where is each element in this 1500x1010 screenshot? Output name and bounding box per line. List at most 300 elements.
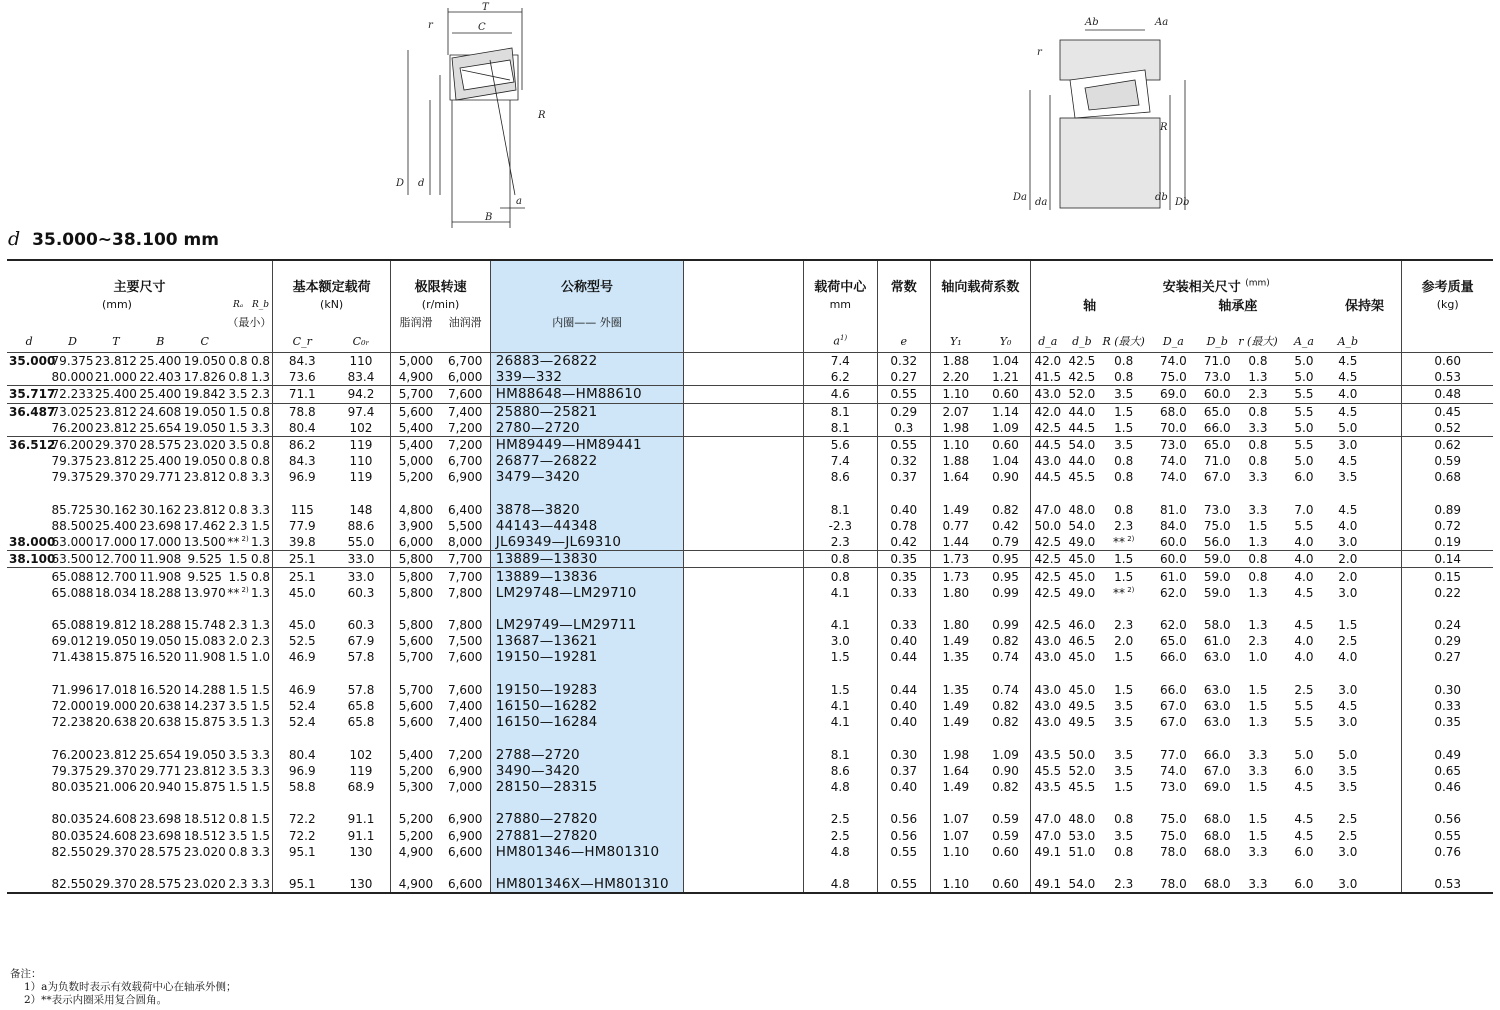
cell-a: 3.0 bbox=[803, 633, 877, 649]
cell-aa: 4.5 bbox=[1294, 585, 1314, 600]
diagram-right-label-da-housing: Da bbox=[1013, 192, 1027, 203]
table-row bbox=[7, 436, 1493, 453]
table-row bbox=[7, 682, 1493, 698]
cell-da: 41.5 bbox=[1031, 369, 1065, 386]
cell-aa: 4.5 bbox=[1294, 812, 1314, 827]
cell-r: 2.0 bbox=[1114, 634, 1134, 649]
cell-b: 29.771 bbox=[139, 470, 182, 485]
cell-r: 2.3 bbox=[1114, 618, 1134, 633]
cell-db: 71.0 bbox=[1199, 353, 1236, 370]
cell-ab: 2.0 bbox=[1328, 551, 1368, 568]
cell-e: 0.40 bbox=[877, 633, 930, 649]
cell-d bbox=[7, 585, 51, 601]
cell-db: 73.0 bbox=[1203, 370, 1231, 385]
table-row bbox=[7, 876, 1493, 893]
cell-rb: 1.5 bbox=[250, 779, 271, 794]
cell-c0r: 57.8 bbox=[347, 650, 375, 665]
cell-ab: 4.5 bbox=[1338, 699, 1358, 714]
cell-code: HM88648—HM88610 bbox=[490, 386, 684, 403]
cell-kg: 0.76 bbox=[1402, 844, 1493, 860]
cell-r: 1.0 bbox=[1248, 650, 1268, 665]
cell-da: 43.0 bbox=[1031, 386, 1065, 403]
cell-da: 42.5 bbox=[1031, 551, 1065, 568]
cell-a: 0.8 bbox=[803, 551, 877, 568]
cell-cr: 45.0 bbox=[272, 617, 331, 633]
cell-y1: 1.98 bbox=[930, 420, 981, 437]
cell-db: 45.0 bbox=[1064, 551, 1099, 568]
cell-c0r: 65.8 bbox=[347, 715, 375, 730]
cell-o: 6,600 bbox=[447, 844, 483, 859]
cell-g: 3,900 bbox=[391, 518, 441, 534]
cell-ra: 1.5 bbox=[228, 420, 248, 435]
cell-g: 5,400 bbox=[391, 747, 441, 763]
cell-rb: 0.8 bbox=[249, 568, 272, 585]
cell-d: 72.238 bbox=[51, 715, 94, 730]
cell-d: 63.500 bbox=[51, 552, 94, 567]
cell-r: 3.3 bbox=[1248, 502, 1268, 517]
cell-ra: 3.5 bbox=[228, 699, 248, 714]
cell-rb: 1.0 bbox=[250, 650, 271, 665]
cell-ab: 4.0 bbox=[1328, 386, 1368, 403]
cell-y1: 1.88 bbox=[930, 453, 981, 469]
cell-db: 63.0 bbox=[1203, 699, 1231, 714]
cell-r: 3.5 bbox=[1114, 828, 1134, 843]
cell-g: 5,700 bbox=[391, 682, 441, 698]
cell-b: 24.608 bbox=[139, 404, 182, 419]
cell-a: 4.1 bbox=[803, 714, 877, 730]
cell-ra: 0.8 bbox=[228, 812, 248, 827]
cell-t: 24.608 bbox=[94, 812, 137, 827]
cell-o: 6,900 bbox=[447, 763, 483, 778]
cell-ab: 3.0 bbox=[1338, 877, 1358, 892]
cell-o: 7,000 bbox=[447, 779, 483, 794]
table-row bbox=[7, 469, 1493, 485]
cell-b: 25.400 bbox=[139, 454, 182, 469]
cell-kg: 0.49 bbox=[1402, 747, 1493, 763]
cell-kg: 0.68 bbox=[1402, 469, 1493, 485]
cell-db: 58.0 bbox=[1203, 618, 1231, 633]
cell-db: 68.0 bbox=[1203, 828, 1231, 843]
cell-ra: 3.5 bbox=[228, 747, 248, 762]
cell-t: 29.370 bbox=[94, 877, 137, 892]
cell-t: 24.608 bbox=[94, 828, 137, 843]
cell-d: 79.375 bbox=[51, 763, 94, 778]
cell-cr: 80.4 bbox=[272, 420, 331, 437]
cell-e: 0.44 bbox=[877, 682, 930, 698]
cell-kg: 0.48 bbox=[1402, 386, 1493, 403]
table-row bbox=[7, 698, 1493, 714]
cell-d: 65.088 bbox=[51, 569, 94, 584]
cell-cr: 96.9 bbox=[272, 469, 331, 485]
cell-ab: 3.0 bbox=[1338, 682, 1358, 697]
header-speed: 极限转速 bbox=[391, 260, 490, 295]
cell-a: 6.2 bbox=[803, 369, 877, 386]
cell-code: 13687—13621 bbox=[490, 633, 684, 649]
cell-cr: 39.8 bbox=[272, 534, 331, 551]
header-mount-unit: (mm) bbox=[1245, 278, 1270, 289]
cell-b: 20.940 bbox=[139, 779, 182, 794]
cell-c: 14.237 bbox=[183, 699, 226, 714]
cell-kg: 0.65 bbox=[1402, 763, 1493, 779]
col-aa: A_a bbox=[1280, 330, 1328, 353]
cell-aa: 5.0 bbox=[1294, 454, 1314, 469]
cell-aa: 6.0 bbox=[1294, 470, 1314, 485]
cell-db: 46.0 bbox=[1068, 618, 1096, 633]
cell-d: 82.550 bbox=[51, 877, 94, 892]
cell-da: 66.0 bbox=[1160, 650, 1187, 665]
cell-ra: 3.5 bbox=[228, 387, 248, 402]
cell-d bbox=[7, 502, 51, 518]
cell-g: 4,800 bbox=[391, 502, 441, 518]
cell-cr: 25.1 bbox=[272, 568, 331, 585]
cell-db: 69.0 bbox=[1203, 779, 1231, 794]
cell-ab: 2.0 bbox=[1328, 568, 1368, 585]
cell-t: 23.812 bbox=[94, 454, 137, 469]
cell-db: 53.0 bbox=[1068, 828, 1096, 843]
cell-db: 67.0 bbox=[1203, 763, 1231, 778]
cell-aa: 5.0 bbox=[1294, 420, 1314, 435]
cell-cr: 95.1 bbox=[272, 876, 331, 893]
cell-r: 0.8 bbox=[1236, 353, 1280, 370]
cell-cr: 46.9 bbox=[272, 682, 331, 698]
cell-a: 2.5 bbox=[803, 811, 877, 827]
header-center-mm: mm bbox=[803, 295, 877, 314]
header-housing: 轴承座 bbox=[1218, 299, 1258, 314]
cell-e: 0.32 bbox=[877, 453, 930, 469]
cell-da: 43.0 bbox=[1031, 633, 1065, 649]
cell-y0: 0.82 bbox=[992, 715, 1019, 730]
cell-t: 25.400 bbox=[94, 518, 137, 533]
cell-o: 7,500 bbox=[447, 634, 483, 649]
cell-g: 5,600 bbox=[391, 633, 441, 649]
cell-o: 7,600 bbox=[441, 386, 491, 403]
cell-c0r: 33.0 bbox=[332, 568, 391, 585]
cell-t: 23.812 bbox=[94, 404, 137, 419]
col-y0: Y₀ bbox=[981, 330, 1031, 353]
cell-cr: 80.4 bbox=[272, 747, 331, 763]
diagram-left-label-c: C bbox=[478, 22, 486, 33]
cell-ab: 3.5 bbox=[1338, 763, 1358, 778]
cell-da: 70.0 bbox=[1160, 420, 1187, 435]
header-min: （最小） bbox=[227, 316, 272, 329]
table-row bbox=[7, 502, 1493, 518]
cell-code: LM29748—LM29710 bbox=[490, 585, 684, 601]
cell-da: 78.0 bbox=[1160, 844, 1187, 859]
diagram-right-label-db-housing: Db bbox=[1175, 197, 1190, 208]
cell-db: 54.0 bbox=[1068, 518, 1096, 533]
cell-rb: 1.3 bbox=[250, 535, 271, 550]
header-main-dims: 主要尺寸 bbox=[113, 280, 166, 295]
cell-o: 6,900 bbox=[447, 470, 483, 485]
cell-y1: 1.49 bbox=[930, 698, 981, 714]
cell-c0r: 94.2 bbox=[332, 386, 391, 403]
cell-code: HM801346—HM801310 bbox=[490, 844, 684, 860]
table-row bbox=[7, 403, 1493, 420]
diagram-left-label-inner-d: d bbox=[418, 178, 425, 189]
cell-ra: 1.5 bbox=[228, 404, 248, 419]
col-rmax: R (最大) bbox=[1099, 330, 1148, 353]
cell-db: 75.0 bbox=[1203, 518, 1231, 533]
cell-d: 76.200 bbox=[51, 420, 94, 435]
cell-a: 7.4 bbox=[803, 353, 877, 370]
cell-db: 68.0 bbox=[1203, 844, 1231, 859]
cell-db: 49.5 bbox=[1068, 715, 1096, 730]
cell-o: 7,800 bbox=[447, 585, 483, 600]
cell-db: 49.5 bbox=[1068, 699, 1096, 714]
cell-db: 61.0 bbox=[1203, 634, 1231, 649]
cell-a: 2.3 bbox=[803, 534, 877, 551]
cell-kg: 0.53 bbox=[1402, 876, 1493, 893]
cell-db: 65.0 bbox=[1199, 403, 1236, 420]
cell-da: 62.0 bbox=[1160, 618, 1187, 633]
cell-da: 75.0 bbox=[1160, 828, 1187, 843]
cell-d bbox=[7, 469, 51, 485]
cell-ra: 2.0 bbox=[228, 634, 248, 649]
cell-rb: 0.8 bbox=[249, 551, 272, 568]
cell-d: 71.996 bbox=[51, 682, 94, 697]
cell-g: 5,300 bbox=[391, 779, 441, 795]
cell-code: HM89449—HM89441 bbox=[490, 436, 684, 453]
cell-o: 7,200 bbox=[441, 436, 491, 453]
cell-b: 20.638 bbox=[139, 715, 182, 730]
cell-r: 3.3 bbox=[1248, 747, 1268, 762]
cell-c0r: 97.4 bbox=[332, 403, 391, 420]
cell-g: 5,600 bbox=[391, 698, 441, 714]
cell-d: 80.000 bbox=[51, 370, 94, 385]
cell-d: 79.375 bbox=[51, 470, 94, 485]
cell-d: 82.550 bbox=[51, 844, 94, 859]
cell-ra: 0.8 bbox=[228, 370, 248, 385]
cell-g: 4,900 bbox=[391, 369, 441, 386]
cell-c: 23.020 bbox=[183, 877, 226, 892]
cell-y1: 1.07 bbox=[930, 827, 981, 843]
cell-d: 72.000 bbox=[51, 699, 94, 714]
cell-rb: 2.3 bbox=[249, 386, 272, 403]
cell-da: 42.5 bbox=[1031, 617, 1065, 633]
cell-o: 7,600 bbox=[447, 682, 483, 697]
cell-y0: 0.82 bbox=[992, 634, 1019, 649]
cell-y1: 1.10 bbox=[930, 436, 981, 453]
cell-c: 19.050 bbox=[183, 354, 226, 369]
cell-g: 5,200 bbox=[391, 827, 441, 843]
table-row bbox=[7, 811, 1493, 827]
cell-ra: ** $^{2)}$ bbox=[227, 585, 249, 600]
cell-g: 5,000 bbox=[391, 353, 441, 370]
cell-cr: 45.0 bbox=[272, 585, 331, 601]
header-load: 基本额定载荷 bbox=[272, 260, 390, 295]
cell-r: 2.3 bbox=[1114, 518, 1134, 533]
cell-t: 29.370 bbox=[94, 844, 137, 859]
cell-da: 49.1 bbox=[1031, 876, 1065, 893]
cell-da: 61.0 bbox=[1148, 568, 1199, 585]
cell-y0: 0.90 bbox=[992, 470, 1019, 485]
cell-code: 339—332 bbox=[490, 369, 684, 386]
cell-a: 8.1 bbox=[803, 420, 877, 437]
cell-c: 11.908 bbox=[183, 650, 226, 665]
cell-aa: 5.5 bbox=[1280, 386, 1328, 403]
cell-b: 22.403 bbox=[139, 370, 182, 385]
cell-y1: 1.49 bbox=[930, 502, 981, 518]
diagram-right-label-db-shaft: db bbox=[1155, 192, 1168, 203]
cell-y0: 1.09 bbox=[992, 420, 1019, 435]
cell-r: 1.5 bbox=[1248, 518, 1268, 533]
cell-c: 19.050 bbox=[183, 420, 226, 435]
cell-ra: 0.8 bbox=[228, 844, 248, 859]
table-row bbox=[7, 369, 1493, 386]
cell-c0r: 65.8 bbox=[347, 699, 375, 714]
cell-db: 45.5 bbox=[1068, 470, 1096, 485]
cell-e: 0.42 bbox=[877, 534, 930, 551]
cell-da: 43.0 bbox=[1031, 698, 1065, 714]
cell-da: 47.0 bbox=[1031, 811, 1065, 827]
cell-d bbox=[7, 698, 51, 714]
table-row bbox=[7, 827, 1493, 843]
cell-cr: 77.9 bbox=[272, 518, 331, 534]
cell-r: 1.5 bbox=[1248, 699, 1268, 714]
cell-e: 0.27 bbox=[877, 369, 930, 386]
cell-o: 7,700 bbox=[441, 551, 491, 568]
col-db-housing: D_b bbox=[1199, 330, 1236, 353]
header-shaft: 轴 bbox=[1031, 295, 1148, 314]
col-da-housing: D_a bbox=[1148, 330, 1199, 353]
cell-db: 63.0 bbox=[1203, 715, 1231, 730]
cell-d bbox=[7, 811, 51, 827]
cell-da: 43.5 bbox=[1031, 779, 1065, 795]
cell-rb: 0.8 bbox=[250, 454, 271, 469]
cell-t: 23.812 bbox=[94, 420, 137, 435]
cell-r: 1.5 bbox=[1099, 568, 1148, 585]
cell-g: 5,400 bbox=[391, 436, 441, 453]
cell-c0r: 83.4 bbox=[347, 370, 375, 385]
cell-o: 7,700 bbox=[441, 568, 491, 585]
title-symbol: d bbox=[8, 228, 21, 250]
cell-cr: 71.1 bbox=[272, 386, 331, 403]
cell-db: 52.0 bbox=[1064, 386, 1099, 403]
cell-db: 44.0 bbox=[1064, 403, 1099, 420]
cell-c: 23.812 bbox=[183, 502, 226, 517]
cell-c: 15.875 bbox=[183, 715, 226, 730]
cell-o: 6,900 bbox=[447, 828, 483, 843]
cell-e: 0.55 bbox=[877, 436, 930, 453]
cell-ab: 3.0 bbox=[1328, 436, 1368, 453]
cell-db: 54.0 bbox=[1068, 877, 1096, 892]
cell-d bbox=[7, 649, 51, 665]
cell-g: 5,800 bbox=[391, 551, 441, 568]
cell-b: 23.698 bbox=[139, 518, 182, 533]
cell-r: 1.3 bbox=[1248, 370, 1268, 385]
table-row bbox=[7, 747, 1493, 763]
cell-aa: 5.0 bbox=[1294, 370, 1314, 385]
cell-t: 25.400 bbox=[94, 387, 137, 402]
header-ra: Rₐ bbox=[232, 299, 244, 310]
cell-r: ** $^{2)}$ bbox=[1112, 585, 1135, 600]
cell-ab: 3.5 bbox=[1338, 779, 1358, 794]
cell-r: 2.3 bbox=[1114, 877, 1134, 892]
cell-o: 7,400 bbox=[441, 403, 491, 420]
cell-y0: 0.59 bbox=[992, 828, 1019, 843]
cell-c0r: 67.9 bbox=[347, 634, 375, 649]
cell-y0: 1.14 bbox=[981, 403, 1031, 420]
cell-b: 20.638 bbox=[139, 699, 182, 714]
cell-kg: 0.56 bbox=[1402, 811, 1493, 827]
cell-cr: 46.9 bbox=[272, 649, 331, 665]
cell-e: 0.56 bbox=[877, 811, 930, 827]
cell-c0r: 110 bbox=[349, 454, 373, 469]
col-r-small-max: r (最大) bbox=[1236, 330, 1280, 353]
cell-code: 25880—25821 bbox=[490, 403, 684, 420]
cell-code: 2788—2720 bbox=[490, 747, 684, 763]
cell-ra: 1.5 bbox=[228, 552, 248, 567]
cell-ra: 2.3 bbox=[228, 877, 248, 892]
cell-db: 46.5 bbox=[1068, 634, 1096, 649]
cell-y1: 1.88 bbox=[930, 353, 981, 370]
cell-o: 7,800 bbox=[447, 618, 483, 633]
cell-db: 45.0 bbox=[1068, 682, 1096, 697]
cell-y1: 1.07 bbox=[930, 811, 981, 827]
cell-c0r: 148 bbox=[349, 502, 373, 517]
cell-db: 49.0 bbox=[1068, 585, 1096, 600]
cell-o: 7,600 bbox=[447, 650, 483, 665]
cell-d bbox=[7, 714, 51, 730]
cell-c0r: 119 bbox=[349, 470, 373, 485]
cell-a: -2.3 bbox=[803, 518, 877, 534]
cell-a: 7.4 bbox=[803, 453, 877, 469]
cell-ra: 0.8 bbox=[228, 470, 248, 485]
col-b: B bbox=[138, 330, 182, 353]
cell-y1: 1.73 bbox=[930, 568, 981, 585]
diagram-left-label-outer-d: D bbox=[396, 178, 405, 189]
cell-d: 79.375 bbox=[51, 354, 94, 369]
cell-c0r: 88.6 bbox=[347, 518, 375, 533]
cell-g: 5,200 bbox=[391, 811, 441, 827]
cell-o: 8,000 bbox=[447, 535, 483, 550]
cell-da: 75.0 bbox=[1160, 370, 1187, 385]
cell-e: 0.33 bbox=[877, 617, 930, 633]
cell-db: 45.0 bbox=[1064, 568, 1099, 585]
col-outer-d: D bbox=[51, 330, 93, 353]
cell-code: 27881—27820 bbox=[490, 827, 684, 843]
cell-d: 80.035 bbox=[51, 779, 94, 794]
cell-ab: 3.0 bbox=[1338, 715, 1358, 730]
cell-kg: 0.59 bbox=[1402, 453, 1493, 469]
cell-g: 4,900 bbox=[391, 876, 441, 893]
cell-y1: 2.20 bbox=[930, 369, 981, 386]
cell-db: 44.0 bbox=[1068, 454, 1096, 469]
cell-kg: 0.46 bbox=[1402, 779, 1493, 795]
diagram-left-label-a: a bbox=[516, 196, 522, 207]
cell-d: 36.512 bbox=[9, 438, 56, 453]
cell-aa: 4.0 bbox=[1294, 535, 1314, 550]
cell-y0: 0.82 bbox=[992, 502, 1019, 517]
cell-da: 47.0 bbox=[1031, 502, 1065, 518]
cell-t: 15.875 bbox=[94, 650, 137, 665]
cell-d: 65.088 bbox=[51, 585, 94, 600]
cell-rb: 3.3 bbox=[250, 747, 271, 762]
cell-a: 2.5 bbox=[803, 827, 877, 843]
cell-t: 29.370 bbox=[94, 763, 137, 778]
header-rpm: (r/min) bbox=[391, 295, 490, 314]
header-mass: 参考质量 bbox=[1402, 260, 1493, 295]
cell-ab: 3.0 bbox=[1338, 844, 1358, 859]
cell-db: 49.0 bbox=[1068, 535, 1096, 550]
cell-aa: 4.0 bbox=[1280, 551, 1328, 568]
cell-db: 51.0 bbox=[1068, 844, 1096, 859]
cell-kg: 0.55 bbox=[1402, 827, 1493, 843]
cell-a: 8.1 bbox=[803, 747, 877, 763]
col-c0r: C₀ᵣ bbox=[332, 330, 391, 353]
spacer-row bbox=[7, 730, 1493, 746]
cell-ab: 5.0 bbox=[1338, 747, 1358, 762]
